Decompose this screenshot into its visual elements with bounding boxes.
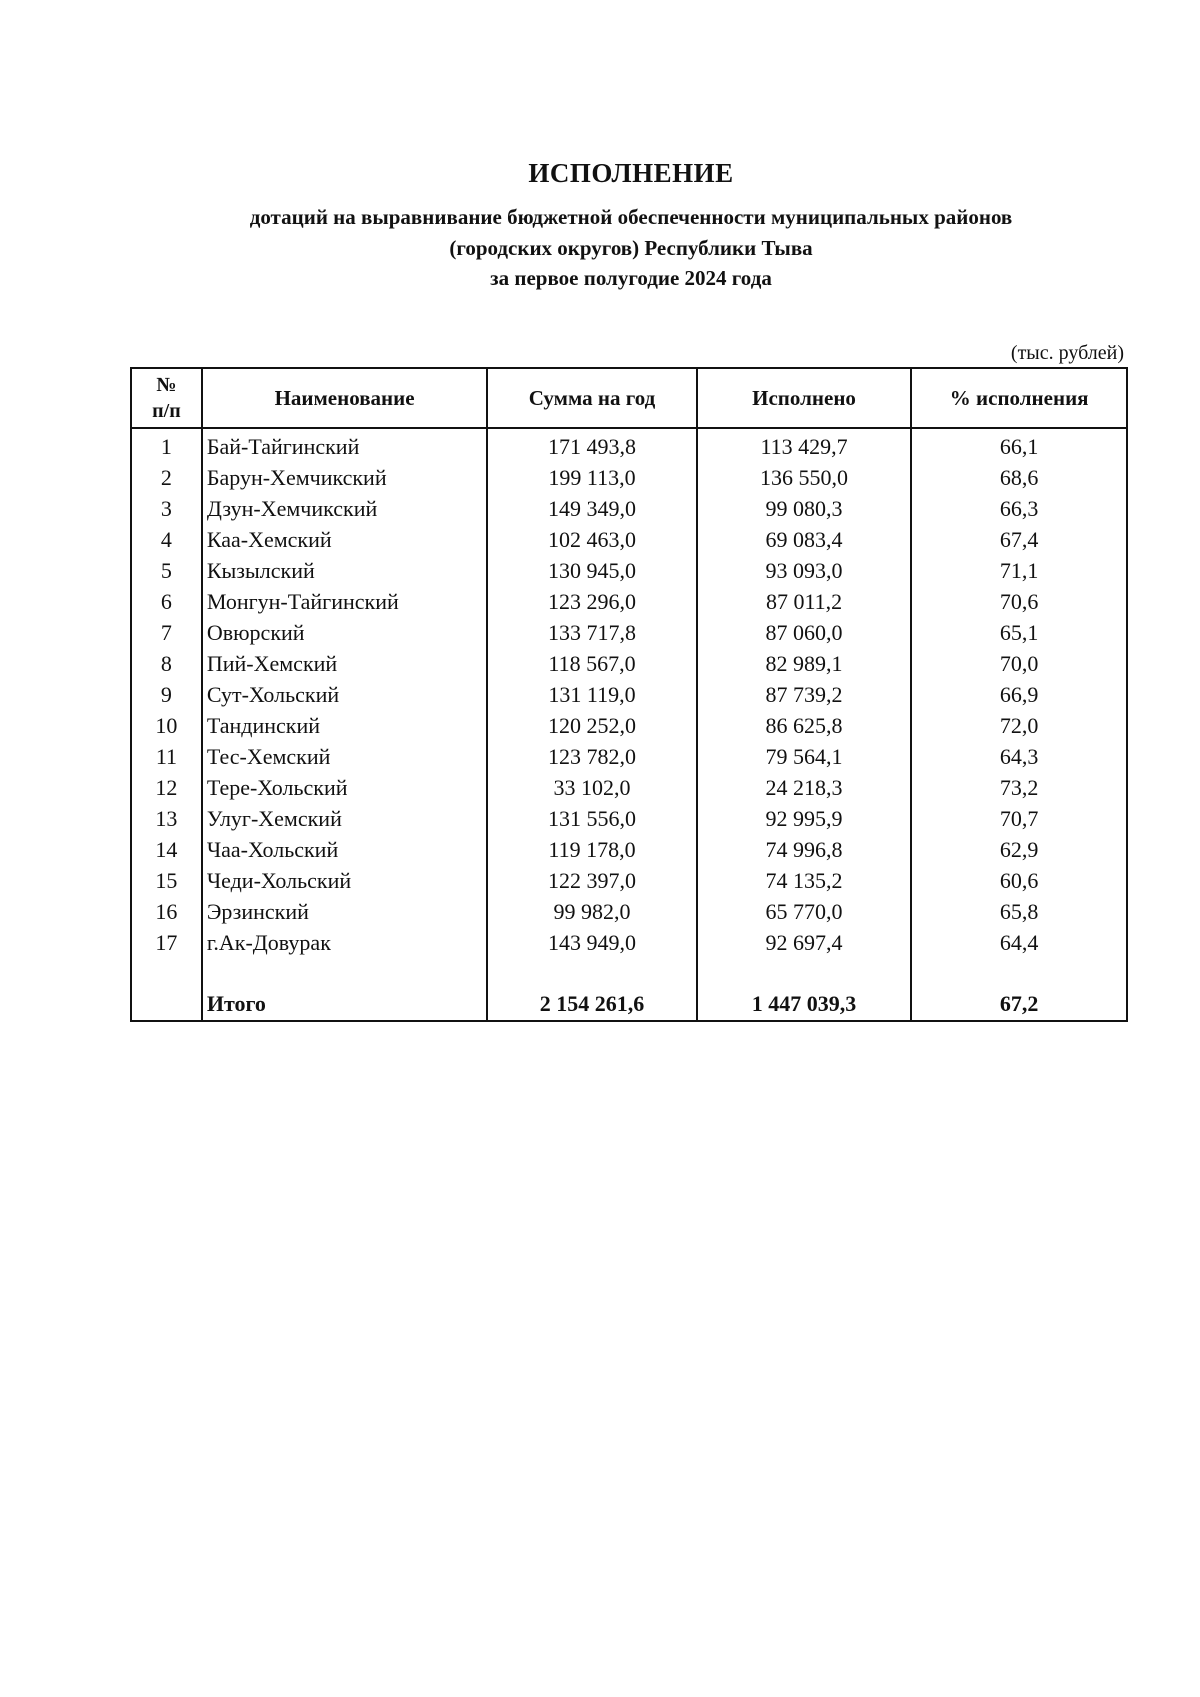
row-executed: 92 995,9 [697, 803, 912, 834]
total-executed: 1 447 039,3 [697, 988, 912, 1021]
row-sum: 143 949,0 [487, 927, 696, 958]
row-number: 14 [131, 834, 202, 865]
row-number: 7 [131, 617, 202, 648]
spacer-cell [697, 958, 912, 988]
row-name: Монгун-Тайгинский [202, 586, 487, 617]
table-row [131, 555, 1127, 586]
row-name: Сут-Хольский [202, 679, 487, 710]
row-percent: 70,6 [911, 586, 1127, 617]
row-sum: 123 782,0 [487, 741, 696, 772]
row-executed: 79 564,1 [697, 741, 912, 772]
table-row [131, 710, 1127, 741]
header-executed: Исполнено [697, 368, 912, 428]
spacer-cell [487, 958, 696, 988]
row-executed: 86 625,8 [697, 710, 912, 741]
document-subtitle-line1: дотаций на выравнивание бюджетной обеспеченности муниципальных районов [249, 205, 1013, 229]
row-name: Чеди-Хольский [202, 865, 487, 896]
row-percent: 62,9 [911, 834, 1127, 865]
row-name: Бай-Тайгинский [202, 428, 487, 462]
table-row [131, 648, 1127, 679]
row-percent: 66,1 [911, 428, 1127, 462]
document-title: ИСПОЛНЕНИЕ [528, 158, 734, 188]
table-row [131, 493, 1127, 524]
table-row [131, 927, 1127, 958]
table-row [131, 462, 1127, 493]
row-sum: 149 349,0 [487, 493, 696, 524]
row-sum: 102 463,0 [487, 524, 696, 555]
table-row [131, 428, 1127, 462]
table-row [131, 741, 1127, 772]
row-name: Овюрский [202, 617, 487, 648]
row-executed: 74 135,2 [697, 865, 912, 896]
total-label: Итого [202, 988, 487, 1021]
row-percent: 66,3 [911, 493, 1127, 524]
row-percent: 64,3 [911, 741, 1127, 772]
document-subtitle-line2: (городских округов) Республики Тыва [449, 236, 813, 260]
row-percent: 60,6 [911, 865, 1127, 896]
table-row [131, 896, 1127, 927]
row-name: Кызылский [202, 555, 487, 586]
row-executed: 65 770,0 [697, 896, 912, 927]
row-name: Барун-Хемчикский [202, 462, 487, 493]
table-row [131, 865, 1127, 896]
row-name: г.Ак-Довурак [202, 927, 487, 958]
table-header [131, 368, 1127, 428]
header-number-symbol: № [156, 374, 177, 396]
row-sum: 171 493,8 [487, 428, 696, 462]
table-row [131, 772, 1127, 803]
row-number: 8 [131, 648, 202, 679]
row-sum: 118 567,0 [487, 648, 696, 679]
row-percent: 68,6 [911, 462, 1127, 493]
row-sum: 123 296,0 [487, 586, 696, 617]
table-row [131, 524, 1127, 555]
total-sum: 2 154 261,6 [487, 988, 696, 1021]
row-executed: 136 550,0 [697, 462, 912, 493]
row-number: 4 [131, 524, 202, 555]
row-percent: 71,1 [911, 555, 1127, 586]
header-name: Наименование [202, 368, 487, 428]
table-row [131, 586, 1127, 617]
row-executed: 87 739,2 [697, 679, 912, 710]
row-number: 17 [131, 927, 202, 958]
row-sum: 119 178,0 [487, 834, 696, 865]
row-executed: 24 218,3 [697, 772, 912, 803]
row-percent: 73,2 [911, 772, 1127, 803]
row-percent: 64,4 [911, 927, 1127, 958]
row-number: 15 [131, 865, 202, 896]
header-row [131, 368, 1127, 428]
row-number: 12 [131, 772, 202, 803]
header-percent: % исполнения [911, 368, 1127, 428]
total-row [131, 988, 1127, 1021]
row-executed: 93 093,0 [697, 555, 912, 586]
row-number: 2 [131, 462, 202, 493]
document-subtitle-line3: за первое полугодие 2024 года [490, 266, 772, 290]
row-number: 13 [131, 803, 202, 834]
spacer-row [131, 958, 1127, 988]
table-row [131, 679, 1127, 710]
table-row [131, 617, 1127, 648]
row-sum: 122 397,0 [487, 865, 696, 896]
row-executed: 87 011,2 [697, 586, 912, 617]
total-number [131, 988, 202, 1021]
row-executed: 92 697,4 [697, 927, 912, 958]
row-number: 6 [131, 586, 202, 617]
total-percent: 67,2 [911, 988, 1127, 1021]
row-name: Каа-Хемский [202, 524, 487, 555]
row-number: 3 [131, 493, 202, 524]
row-sum: 130 945,0 [487, 555, 696, 586]
table-body [131, 428, 1127, 1021]
row-name: Пий-Хемский [202, 648, 487, 679]
row-number: 11 [131, 741, 202, 772]
row-sum: 131 556,0 [487, 803, 696, 834]
table-row [131, 834, 1127, 865]
row-name: Тес-Хемский [202, 741, 487, 772]
row-percent: 67,4 [911, 524, 1127, 555]
header-sum: Сумма на год [487, 368, 696, 428]
row-name: Чаа-Хольский [202, 834, 487, 865]
row-name: Дзун-Хемчикский [202, 493, 487, 524]
budget-table [130, 367, 1128, 1022]
row-sum: 131 119,0 [487, 679, 696, 710]
row-percent: 72,0 [911, 710, 1127, 741]
row-number: 10 [131, 710, 202, 741]
row-sum: 99 982,0 [487, 896, 696, 927]
row-percent: 65,1 [911, 617, 1127, 648]
row-name: Улуг-Хемский [202, 803, 487, 834]
units-label: (тыс. рублей) [1010, 342, 1124, 364]
row-executed: 87 060,0 [697, 617, 912, 648]
row-name: Тандинский [202, 710, 487, 741]
row-number: 16 [131, 896, 202, 927]
header-number-abbrev: п/п [152, 400, 181, 422]
row-percent: 65,8 [911, 896, 1127, 927]
row-name: Эрзинский [202, 896, 487, 927]
row-number: 5 [131, 555, 202, 586]
row-sum: 133 717,8 [487, 617, 696, 648]
row-executed: 74 996,8 [697, 834, 912, 865]
row-sum: 120 252,0 [487, 710, 696, 741]
row-sum: 33 102,0 [487, 772, 696, 803]
spacer-cell [202, 958, 487, 988]
header-number [131, 368, 202, 428]
row-percent: 70,7 [911, 803, 1127, 834]
row-percent: 66,9 [911, 679, 1127, 710]
row-executed: 82 989,1 [697, 648, 912, 679]
row-number: 9 [131, 679, 202, 710]
spacer-cell [131, 958, 202, 988]
row-executed: 99 080,3 [697, 493, 912, 524]
spacer-cell [911, 958, 1127, 988]
row-executed: 113 429,7 [697, 428, 912, 462]
row-sum: 199 113,0 [487, 462, 696, 493]
row-percent: 70,0 [911, 648, 1127, 679]
row-executed: 69 083,4 [697, 524, 912, 555]
row-number: 1 [131, 428, 202, 462]
table-row [131, 803, 1127, 834]
row-name: Тере-Хольский [202, 772, 487, 803]
